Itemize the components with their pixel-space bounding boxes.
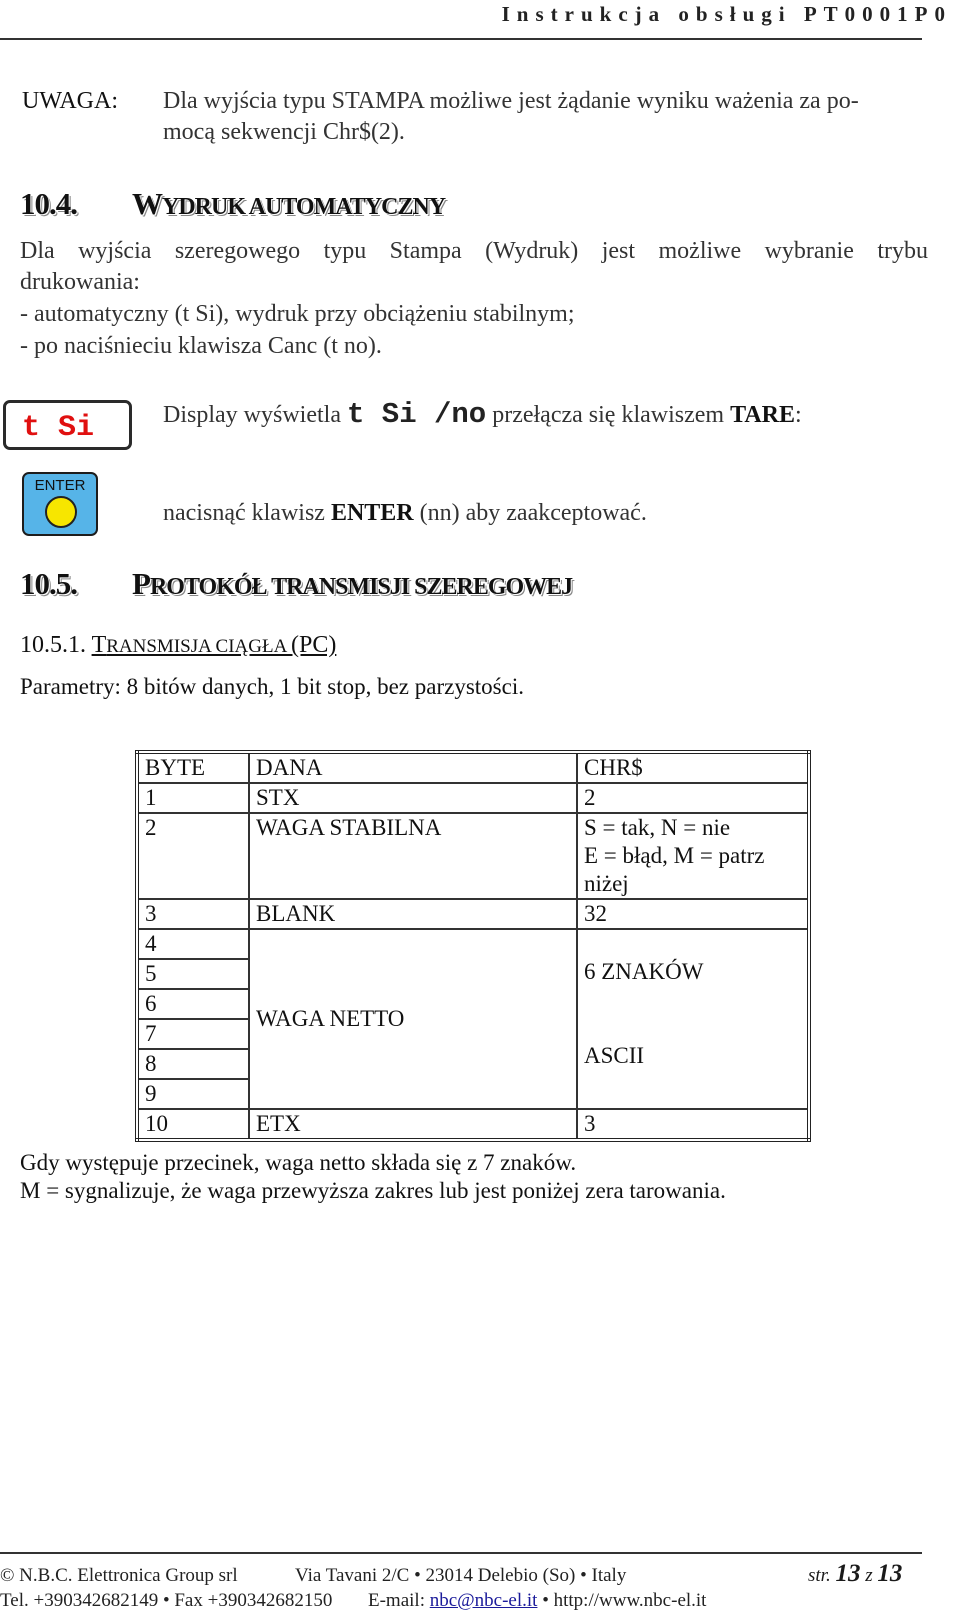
transmission-parameters: Parametry: 8 bitów danych, 1 bit stop, bez parzystości. <box>20 674 524 699</box>
section-10-4-paragraph-line-2: drukowania: <box>20 269 140 295</box>
table-row <box>137 783 809 813</box>
subsection-10-5-1-heading: 10.5.1. TRANSMISJA CIĄGŁA (PC) <box>20 632 337 658</box>
display-description: Display wyświetla t Si /no przełącza się klawiszem TARE: <box>163 398 802 431</box>
table-cell: 32 <box>577 899 809 929</box>
footer-rule <box>0 1552 922 1554</box>
table-cell: 8 <box>137 1049 249 1079</box>
table-header-cell: CHR$ <box>577 752 809 783</box>
section-10-4-title: WYDRUK AUTOMATYCZNY <box>132 186 446 221</box>
section-10-4-paragraph-line-1: Dla wyjścia szeregowego typu Stampa (Wydruk) jest możliwe wybranie trybu <box>20 238 928 264</box>
section-10-5-title: PROTOKÓŁ TRANSMISJI SZEREGOWEJ <box>132 566 573 601</box>
table-cell: 4 <box>137 929 249 959</box>
note-label: UWAGA: <box>22 88 118 114</box>
table-cell: STX <box>249 783 577 813</box>
lcd-display-t-si: t Si <box>3 400 132 450</box>
table-cell: 3 <box>137 899 249 929</box>
section-10-5-number: 10.5. <box>20 566 77 601</box>
header-rule <box>0 38 922 40</box>
table-cell: 1 <box>137 783 249 813</box>
table-cell: ETX <box>249 1109 577 1140</box>
table-row <box>137 1109 809 1140</box>
table-header-cell: DANA <box>249 752 577 783</box>
table-cell: 5 <box>137 959 249 989</box>
document-header-title: Instrukcja obsługi PT0001P0 <box>501 2 952 26</box>
table-cell-netto-chr: 6 ZNAKÓW ASCII <box>577 929 809 1109</box>
footer-address: Via Tavani 2/C • 23014 Delebio (So) • Italy <box>295 1565 627 1586</box>
note-m-meaning: M = sygnalizuje, że waga przewyższa zakres lub jest poniżej zera tarowania. <box>20 1178 726 1203</box>
table-cell: 2 <box>137 813 249 899</box>
table-cell: WAGA STABILNA <box>249 813 577 899</box>
table-cell: 3 <box>577 1109 809 1140</box>
table-header-row <box>137 752 809 783</box>
protocol-table <box>135 750 811 1142</box>
table-cell: 7 <box>137 1019 249 1049</box>
display-code: t Si /no <box>346 398 487 431</box>
footer-email-link[interactable]: nbc@nbc-el.it <box>429 1590 538 1611</box>
footer-copyright: © N.B.C. Elettronica Group srl <box>0 1565 238 1586</box>
enter-key-icon: ENTER <box>22 472 98 536</box>
enter-instruction: nacisnąć klawisz ENTER (nn) aby zaakceptować. <box>163 500 647 526</box>
enter-key-button-icon <box>45 496 77 528</box>
section-10-4-number: 10.4. <box>20 186 77 221</box>
table-cell: BLANK <box>249 899 577 929</box>
footer-tel-fax: Tel. +390342682149 • Fax +390342682150 <box>0 1590 333 1611</box>
table-header-cell: BYTE <box>137 752 249 783</box>
table-cell: 6 <box>137 989 249 1019</box>
table-row <box>137 899 809 929</box>
footer-page-number: str. 13 z 13 <box>808 1560 903 1587</box>
table-cell-netto: WAGA NETTO <box>249 929 577 1109</box>
table-cell: S = tak, N = nie E = błąd, M = patrz niżej <box>577 813 809 899</box>
note-comma: Gdy występuje przecinek, waga netto składa się z 7 znaków. <box>20 1150 577 1175</box>
footer-contact: E-mail: nbc@nbc-el.it • http://www.nbc-el.it <box>368 1590 707 1611</box>
table-cell: 2 <box>577 783 809 813</box>
section-10-4-paragraph-line-4: - po naciśnieciu klawisza Canc (t no). <box>20 333 382 359</box>
table-cell: 10 <box>137 1109 249 1140</box>
table-row <box>137 813 809 899</box>
table-cell: 9 <box>137 1079 249 1109</box>
note-line-2: mocą sekwencji Chr$(2). <box>163 119 405 145</box>
section-10-4-paragraph-line-3: - automatyczny (t Si), wydruk przy obciążeniu stabilnym; <box>20 301 575 327</box>
note-line-1: Dla wyjścia typu STAMPA możliwe jest żądanie wyniku ważenia za po- <box>163 88 859 114</box>
table-row <box>137 929 809 959</box>
